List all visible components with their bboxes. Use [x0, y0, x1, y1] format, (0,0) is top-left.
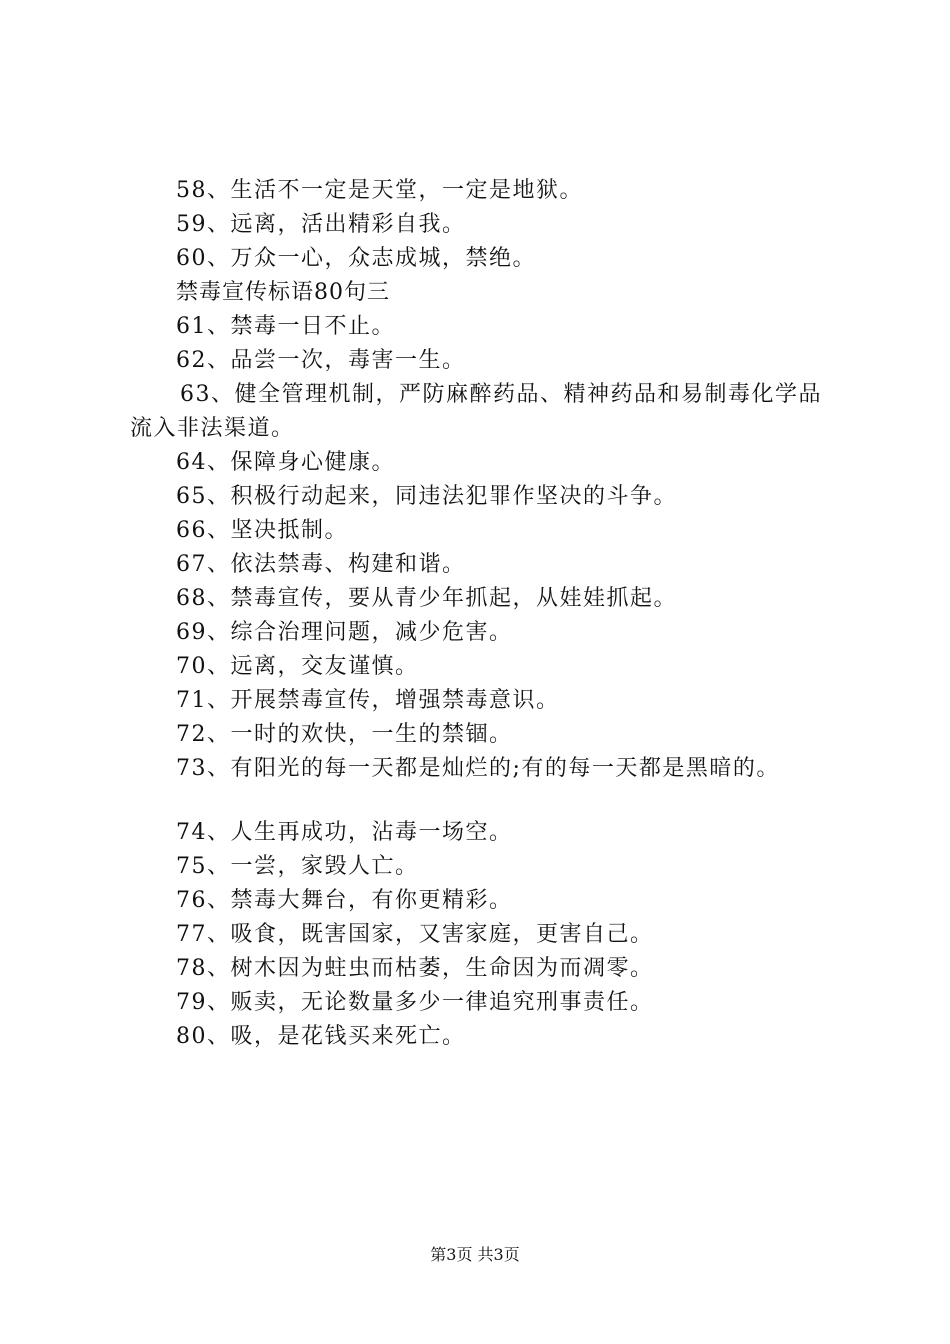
slogan-79: 79、贩卖，无论数量多少一律追究刑事责任。	[176, 990, 654, 1015]
page-number-footer: 第3页 共3页	[430, 1245, 520, 1264]
slogan-68: 68、禁毒宣传，要从青少年抓起，从娃娃抓起。	[176, 586, 677, 611]
slogan-69: 69、综合治理问题，减少危害。	[176, 620, 513, 645]
slogan-58: 58、生活不一定是天堂，一定是地狱。	[176, 178, 583, 203]
blank-line	[130, 786, 830, 816]
slogan-77: 77、吸食，既害国家，又害家庭，更害自己。	[176, 922, 654, 947]
slogan-64: 64、保障身心健康。	[176, 450, 395, 475]
slogan-80: 80、吸，是花钱买来死亡。	[176, 1024, 466, 1049]
slogan-63: 63、健全管理机制，严防麻醉药品、精神药品和易制毒化学品流入非法渠道。	[130, 382, 822, 441]
slogan-71: 71、开展禁毒宣传，增强禁毒意识。	[176, 688, 560, 713]
slogan-61: 61、禁毒一日不止。	[176, 314, 395, 339]
slogan-66: 66、坚决抵制。	[176, 518, 348, 543]
slogan-70: 70、远离，交友谨慎。	[176, 654, 419, 679]
slogan-76: 76、禁毒大舞台，有你更精彩。	[176, 888, 513, 913]
slogan-75: 75、一尝，家毁人亡。	[176, 854, 419, 879]
slogan-59: 59、远离，活出精彩自我。	[176, 212, 466, 237]
slogan-62: 62、品尝一次，毒害一生。	[176, 348, 466, 373]
slogan-67: 67、依法禁毒、构建和谐。	[176, 552, 466, 577]
slogan-74: 74、人生再成功，沾毒一场空。	[176, 820, 513, 845]
slogan-72: 72、一时的欢快，一生的禁锢。	[176, 722, 513, 747]
slogan-65: 65、积极行动起来，同违法犯罪作坚决的斗争。	[176, 484, 677, 509]
slogan-60: 60、万众一心，众志成城，禁绝。	[176, 246, 536, 271]
section-heading: 禁毒宣传标语80句三	[176, 280, 390, 305]
slogan-73: 73、有阳光的每一天都是灿烂的;有的每一天都是黑暗的。	[176, 756, 780, 781]
document-body	[130, 174, 830, 1054]
slogan-78: 78、树木因为蛀虫而枯萎，生命因为而凋零。	[176, 956, 654, 981]
